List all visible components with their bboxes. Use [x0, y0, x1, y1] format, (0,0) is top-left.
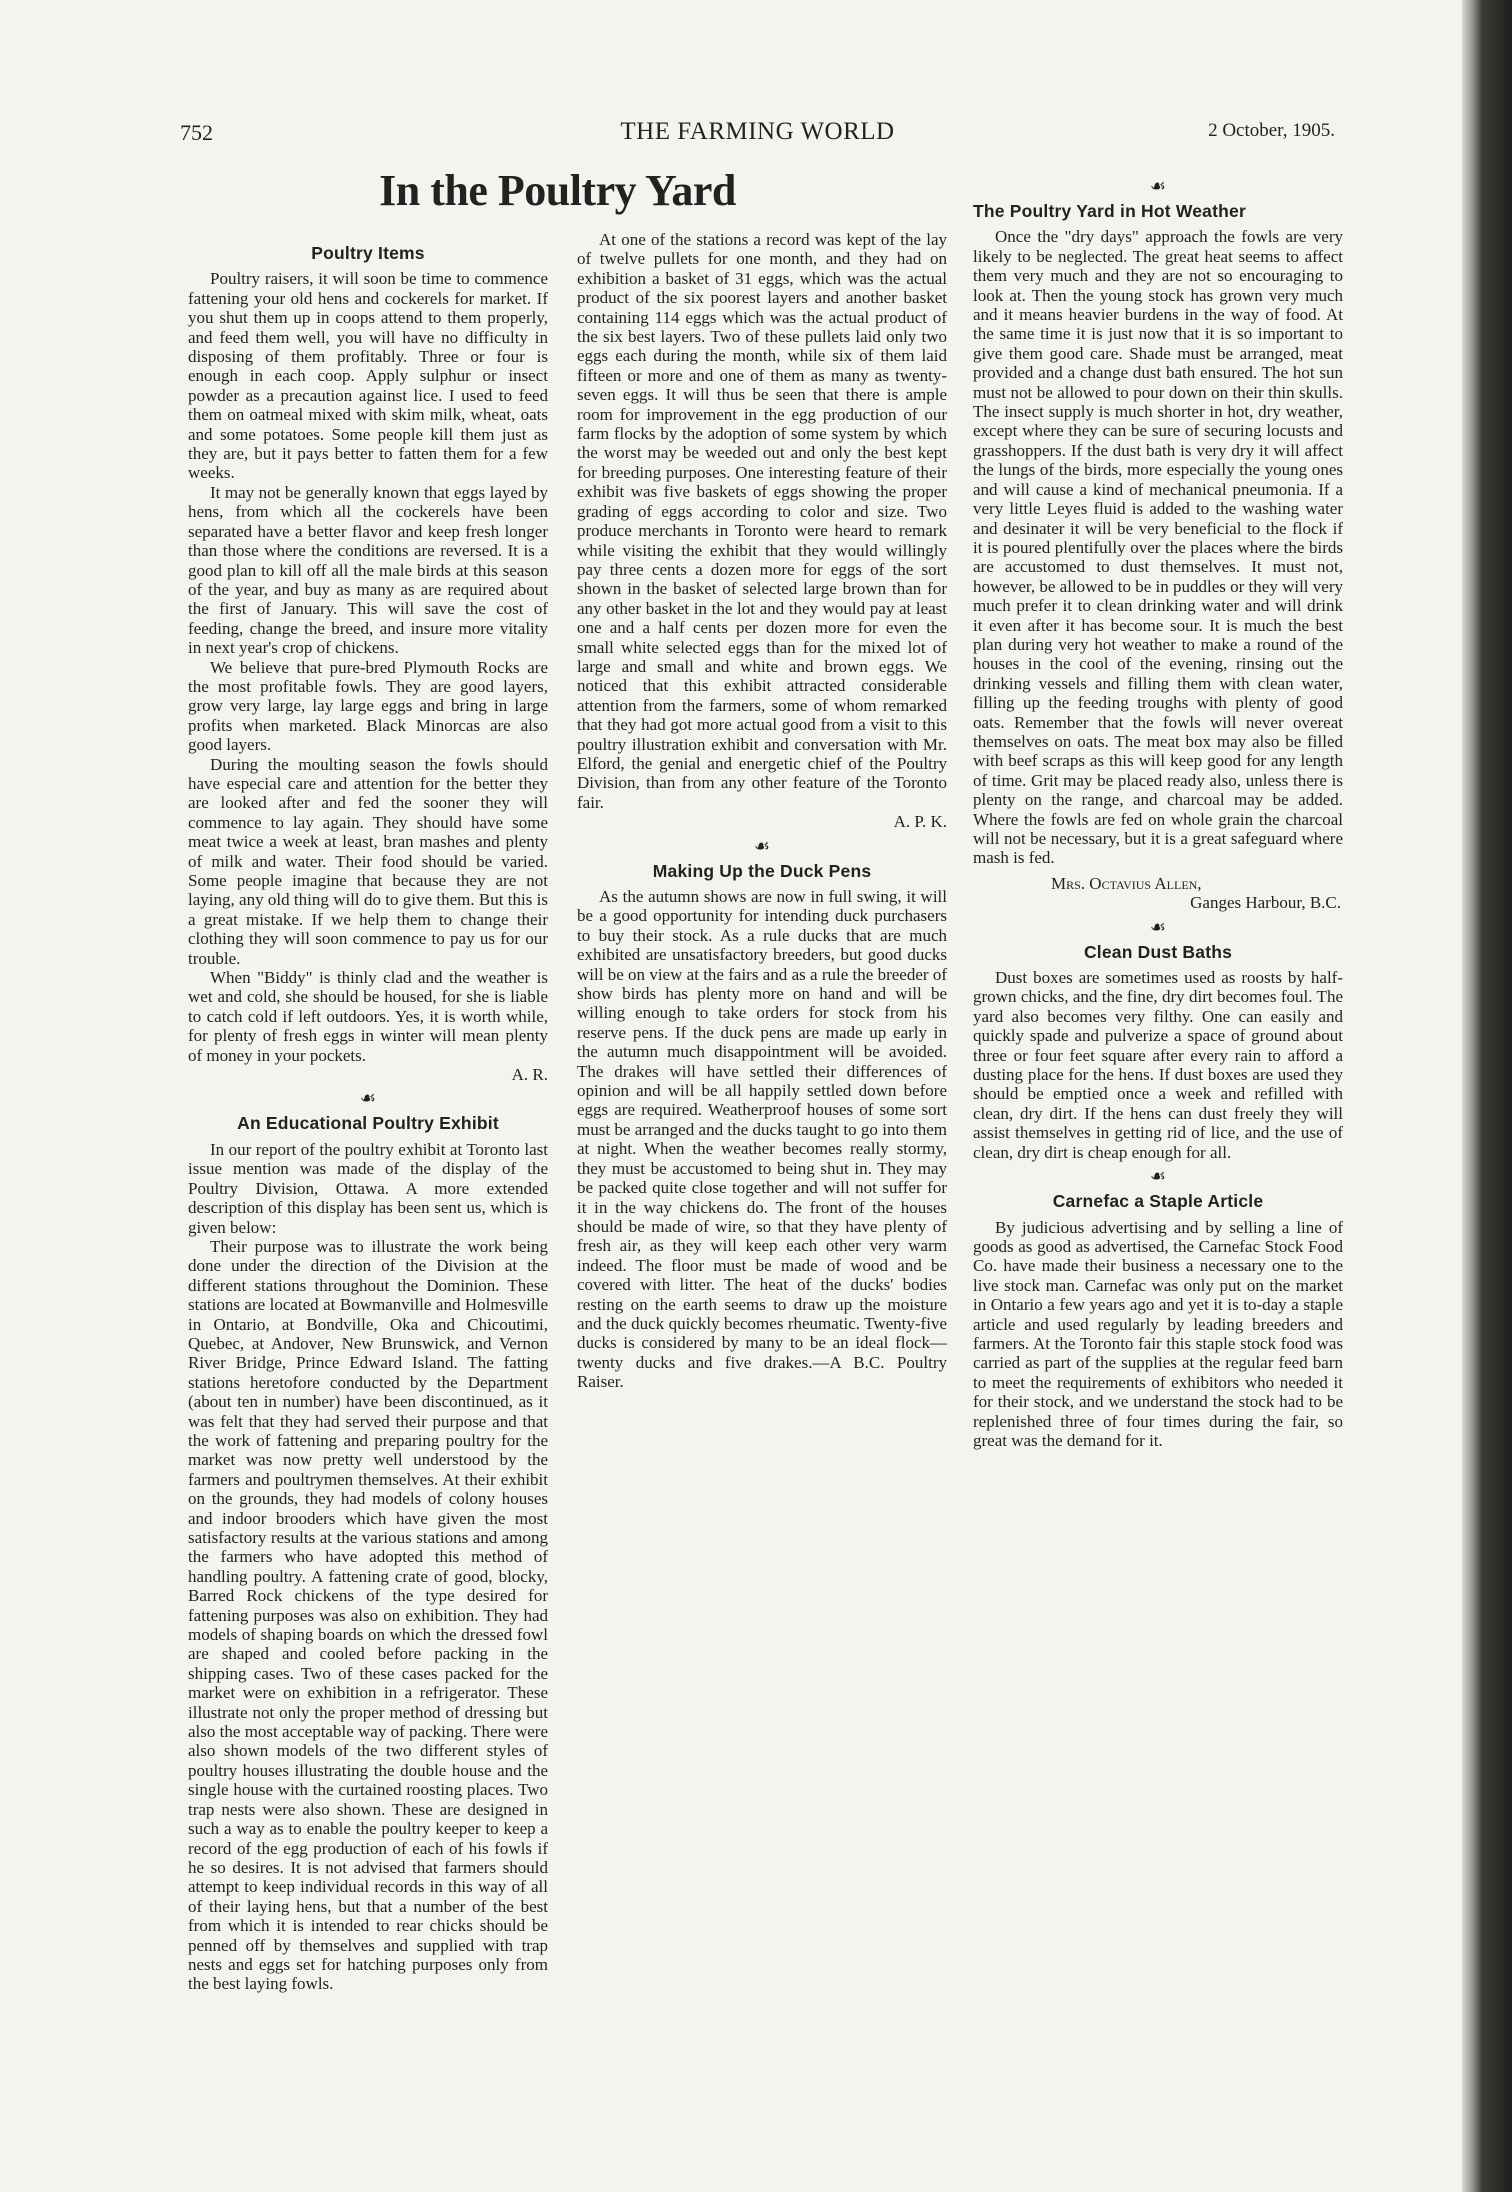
article-title-duck-pens: Making Up the Duck Pens [652, 860, 872, 881]
section-title: In the Poultry Yard [379, 166, 736, 215]
fleuron-ornament: ☙ [1149, 1166, 1167, 1187]
paragraph: As the autumn shows are now in full swing, it will be a good opportunity for intending duck purchasers to buy their stock. As a rule ducks that are much exhibited are unsatisfactory breeders, but good ducks will be on view at the fairs and as a rule the breeder of show birds has plenty more on hand and will be willing enough to take orders for stock from his reserve pens. If the duck pens are made up early in the autumn much disappointment will be avoided. The drakes will have settled their differences of opinion and will be all happily settled down before eggs are required. Weatherproof houses of some sort must be arranged and the ducks taught to go into them at night. When the weather becomes really stormy, they must be accustomed to being shut in. They may be packed quite close together and will not suffer for it in the way chickens do. The front of the houses should be made of wire, so that they have plenty of fresh air, as they will keep each other very warm indeed. The floor must be made of wood and be covered with litter. The heat of the ducks' bodies resting on the earth seems to draw up the moisture and the duck quickly becomes rheumatic. Twenty-five ducks is considered by many to be an ideal flock—twenty ducks and five drakes.—A B.C. Poultry Raiser. [577, 887, 947, 1392]
paragraph: Once the "dry days" approach the fowls are very likely to be neglected. The great heat seems to affect them very much and they are not so encouraging to look at. Then the young stock has grown very much and it means heavier burdens in the way of food. At the same time it is just now that it is so important to give them good care. Shade must be arranged, meat provided and a change dust bath ensured. The hot sun must not be allowed to pour down on their thin skulls. The insect supply is much shorter in hot, dry weather, except where they can be sure of securing locusts and grasshoppers. If the dust bath is very dry it will affect the lungs of the birds, more especially the young ones and will cause a kind of mechanical pneumonia. If a very little Leyes fluid is added to the washing water and desinater it will be very beneficial to the flock if it is poured plentifully over the places where the birds are accustomed to dust themselves. It must not, however, be allowed to be in puddles or they will very much prefer it to clean drinking water and will drink it even after it has become sour. It is much the best plan during very hot weather to make a round of the houses in the cool of the evening, rinsing out the drinking vessels and filling them with clean water, filling up the feeding troughs with plenty of good oats. Remember that the fowls will never overeat themselves on oats. The meat box may also be filled with beef scraps as this will keep good for any length of time. Grit may be placed ready also, unless there is plenty on the range, and charcoal may be added. Where the fowls are fed on whole grain the charcoal will not be necessary, but it is a great safeguard where mash is fed. [973, 227, 1343, 868]
column-3 [973, 172, 1343, 1450]
byline-place: Ganges Harbour, B.C. [1190, 893, 1341, 913]
signature: A. R. [511, 1065, 548, 1085]
article-title-carnefac: Carnefac a Staple Article [1052, 1191, 1264, 1212]
article-title-hot-weather: The Poultry Yard in Hot Weather [973, 201, 1246, 221]
paragraph: Dust boxes are sometimes used as roosts by half-grown chicks, and the fine, dry dirt becomes foul. The yard also becomes very filthy. One can easily and quickly spade and pulverize a space of ground about three or four feet square after every rain to afford a dusting place for the hens. If dust boxes are used they should be emptied once a week and refilled with clean, dry dirt. If the hens can dust freely they will assist themselves in getting rid of lice, and the use of clean, dry dirt is cheap enough for all. [973, 968, 1343, 1162]
column-1 [188, 238, 548, 1994]
scan-edge-shadow [1462, 0, 1512, 2192]
signature: A. P. K. [893, 812, 947, 832]
article-title-dust-baths: Clean Dust Baths [1083, 941, 1233, 962]
paragraph: Poultry raisers, it will soon be time to commence fattening your old hens and cockerels for market. If you shut them up in coops attend to them properly, and feed them well, you will have no difficulty in disposing of them profitably. Three or four is enough in each coop. Apply sulphur or insect powder as a precaution against lice. I used to feed them on oatmeal mixed with skim milk, wheat, oats and some potatoes. Some people kill them just as they are, but it pays better to fatten them for a few weeks. [188, 269, 548, 483]
running-header [180, 120, 1335, 150]
byline [973, 874, 1343, 913]
paragraph: We believe that pure-bred Plymouth Rocks are the most profitable fowls. They are good layers, grow very large, lay large eggs and bring in large profits when marketed. Black Minorcas are also good layers. [188, 657, 548, 755]
fleuron-ornament: ☙ [1149, 176, 1167, 196]
paragraph: It may not be generally known that eggs layed by hens, from which all the cockerels have been separated have a better flavor and keep fresh longer than those where the conditions are reversed. It is a good plan to kill off all the male birds at this season of the year, and buy as many as are required about the first of January. This will save the cost of feeding, change the breed, and insure more vitality in next year's crop of chickens. [188, 482, 548, 658]
article-title-poultry-items: Poultry Items [311, 243, 425, 263]
fleuron-ornament: ☙ [753, 835, 771, 856]
paragraph: When "Biddy" is thinly clad and the weather is wet and cold, she should be housed, for she is liable to catch cold if left outdoors. Yes, it is worth while, for plenty of fresh eggs in winter will mean plenty of money in your pockets. [188, 968, 548, 1065]
paragraph: During the moulting season the fowls should have especial care and attention for the better they are looked after and fed the sooner they will commence to lay again. They should have some meat twice a week at least, bran mashes and plenty of milk and water. Their food should be varied. Some people imagine that because they are not laying, any old thing will do to give them. But this is a great mistake. If we help them to change their clothing they will soon commence to pay us for our trouble. [188, 754, 548, 968]
byline-name: Mrs. Octavius Allen, [1051, 873, 1202, 893]
issue-date: 2 October, 1905. [1208, 120, 1335, 141]
column-2 [577, 230, 947, 1392]
paragraph: At one of the stations a record was kept of the lay of twelve pullets for one month, and they had on exhibition a basket of 31 eggs, which was the actual product of the six poorest layers and another basket containing 114 eggs which was the actual product of the six best layers. Two of these pullets laid only two eggs each during the month, while six of them laid fifteen or more and one of them as many as twenty-seven eggs. It will thus be seen that there is ample room for improvement in the egg production of our farm flocks by the adoption of some system by which the worst may be weeded out and only the best kept for breeding purposes. One interesting feature of their exhibit was five baskets of eggs showing the proper grading of eggs according to color and size. Two produce merchants in Toronto were heard to remark while visiting the exhibit that they would willingly pay three cents a dozen more for eggs of the sort shown in the basket of selected large brown than for any other basket in the lot and they would pay at least one and a half cents per dozen more for even the small white selected eggs than for the mixed lot of large and small and white and brown eggs. We noticed that this exhibit attracted considerable attention from the farmers, some of whom remarked that they had got more actual good from a visit to this poultry illustration exhibit and conversation with Mr. Elford, the genial and energetic chief of the Poultry Division, than from any other feature of the Toronto fair. [577, 230, 947, 812]
page-number: 752 [180, 120, 213, 145]
paragraph: Their purpose was to illustrate the work being done under the direction of the Division at the different stations throughout the Dominion. These stations are located at Bowmanville and Holmesville in Ontario, at Bondville, Oka and Chicoutimi, Quebec, at Andover, New Brunswick, and Vernon River Bridge, Prince Edward Island. The fatting stations heretofore conducted by the Department (about ten in number) have been discontinued, as it was felt that they had served their purpose and that the work of fattening and preparing poultry for the market was now pretty well understood by the farmers and poultrymen themselves. At their exhibit on the grounds, they had models of colony houses and indoor brooders which have given the most satisfactory results at the various stations and among the farmers who have adopted this method of handling poultry. A fattening crate of good, blocky, Barred Rock chickens of the type desired for fattening purposes was also on exhibition. They had models of shaping boards on which the dressed fowl are shaped and cooled before packing in the shipping cases. Two of these cases packed for the market were on exhibition in a refrigerator. These illustrate not only the proper method of dressing but also the most acceptable way of packing. There were also shown models of the two different styles of poultry houses illustrating the double house and the single house with the curtained roosting places. Two trap nests were also shown. These are designed in such a way as to enable the poultry keeper to keep a record of the egg production of each of his fowls if he so desires. It is not advised that farmers should attempt to keep individual records in this way of all of their laying hens, but that a number of the best from which it is intended to rear chicks should be penned off by themselves and supplied with trap nests and eggs set for hatching purposes only from the best laying fowls. [188, 1236, 548, 1994]
fleuron-ornament: ☙ [359, 1088, 377, 1109]
paragraph: By judicious advertising and by selling a line of goods as good as advertised, the Carnefac Stock Food Co. have made their business a necessary one to the live stock man. Carnefac was only put on the market in Ontario a few years ago and yet it is to-day a staple article and used regularly by leading breeders and farmers. At the Toronto fair this staple stock food was carried as part of the supplies at the regular feed barn to meet the requirements of exhibitors who needed it for their stock, and we understand the stock had to be replenished three of four times during the fair, so great was the demand for it. [973, 1217, 1343, 1450]
paragraph: In our report of the poultry exhibit at Toronto last issue mention was made of the display of the Poultry Division, Ottawa. A more extended description of this display has been sent us, which is given below: [188, 1139, 548, 1237]
fleuron-ornament: ☙ [1149, 916, 1167, 937]
publication-title: THE FARMING WORLD [620, 118, 895, 145]
article-title-educational-exhibit: An Educational Poultry Exhibit [237, 1113, 499, 1134]
